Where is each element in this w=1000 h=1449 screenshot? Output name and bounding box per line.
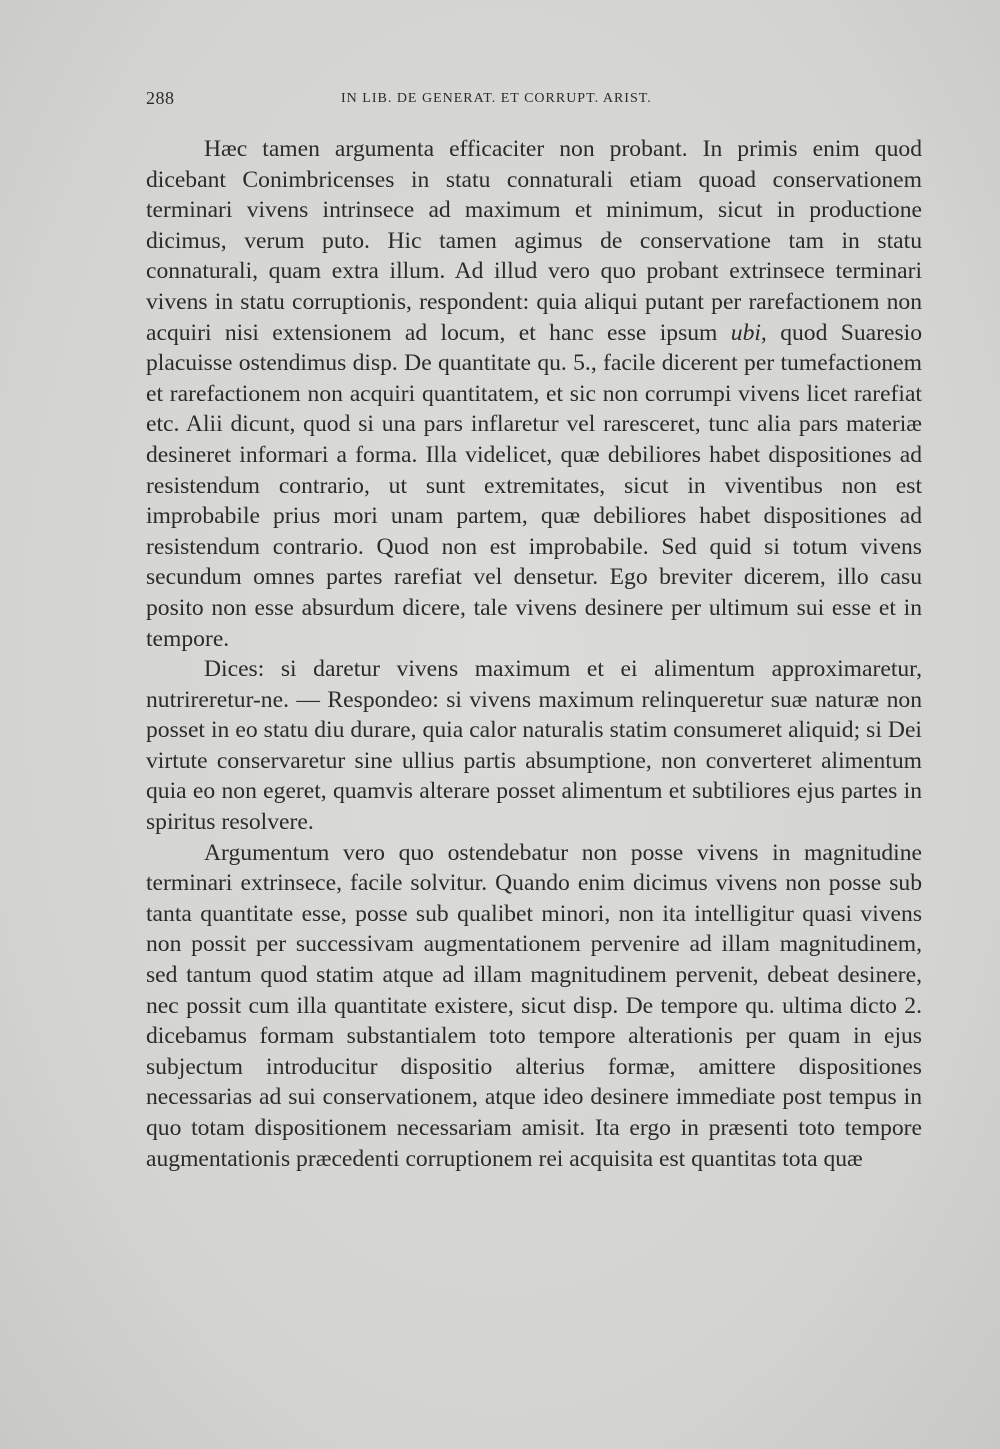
paragraph-3: Argumentum vero quo ostendebatur non posse vivens in magnitudine terminari extrinsece, facile solvitur. Quando enim dicimus vivens non posse sub tanta quantitate esse, posse sub qualibet minori, non ita intelligitur quasi vivens non possit per successivam augmentationem pervenire ad illam magnitudinem, sed tantum quod statim atque ad illam magnitudinem pervenit, debeat desinere, nec possit cum illa quantitate existere, sicut disp. De tempore qu. ultima dicto 2. dicebamus formam substantialem toto tempore alterationis per quam in ejus subjectum introducitur dispositio alterius formæ, amittere dispositiones necessarias ad sui conservationem, atque ideo desinere immediate post tempus in quo totam dispositionem necessariam amisit. Ita ergo in præsenti toto tempore augmentationis præcedenti corruptionem rei acquisita est quantitas tota quæ	[146, 839, 922, 1172]
paragraph-1	[146, 134, 922, 654]
body-text	[146, 134, 922, 1174]
page-header	[146, 88, 922, 118]
paragraph-1-part-a: Hæc tamen argumenta efficaciter non probant. In primis enim quod dicebant Conimbricenses in statu connaturali etiam quoad conservationem terminari vivens intrinsece ad maximum et minimum, sicut in productione dicimus, verum puto. Hic tamen agimus de conservatione tam in statu connaturali, quam extra illum. Ad illud vero quo probant extrinsece terminari vivens in statu corruptionis, respondent: quia aliqui putant per rarefactionem non acquiri nisi extensionem ad locum, et hanc esse ipsum	[146, 136, 922, 346]
paragraph-1-part-b: quod Suaresio placuisse ostendimus disp. De quantitate qu. 5., facile dicerent per tumefactionem et rarefactionem non acquiri quantitatem, et sic non corrumpi vivens licet rarefiat etc. Alii dicunt, quod si una pars inflaretur vel raresceret, tunc alia pars materiæ desineret informari a forma. Illa videlicet, quæ debiliores habet dispositiones ad resistendum contrario, ut sunt extremitates, sicut in viventibus non est improbabile prius mori unam partem, quæ debiliores habet dispositiones ad resistendum contrario. Quod non est improbabile. Sed quid si totum vivens secundum omnes partes rarefiat vel densetur. Ego breviter dicerem, illo casu posito non esse absurdum dicere, tale vivens desinere per ultimum sui esse et in tempore.	[146, 319, 922, 652]
paragraph-2: Dices: si daretur vivens maximum et ei alimentum approximaretur, nutrireretur-ne. — Respondeo: si vivens maximum relinqueretur suæ naturæ non posset in eo statu diu durare, quia calor naturalis statim consumeret aliquid; si Dei virtute conservaretur sine ullius partis absumptione, non converteret alimentum quia eo non egeret, quamvis alterare posset alimentum et subtiliores ejus partes in spiritus resolvere.	[146, 656, 922, 836]
page-number: 288	[146, 88, 175, 108]
italic-term-ubi: ubi,	[730, 319, 767, 346]
running-head: IN LIB. DE GENERAT. ET CORRUPT. ARIST.	[341, 91, 652, 106]
